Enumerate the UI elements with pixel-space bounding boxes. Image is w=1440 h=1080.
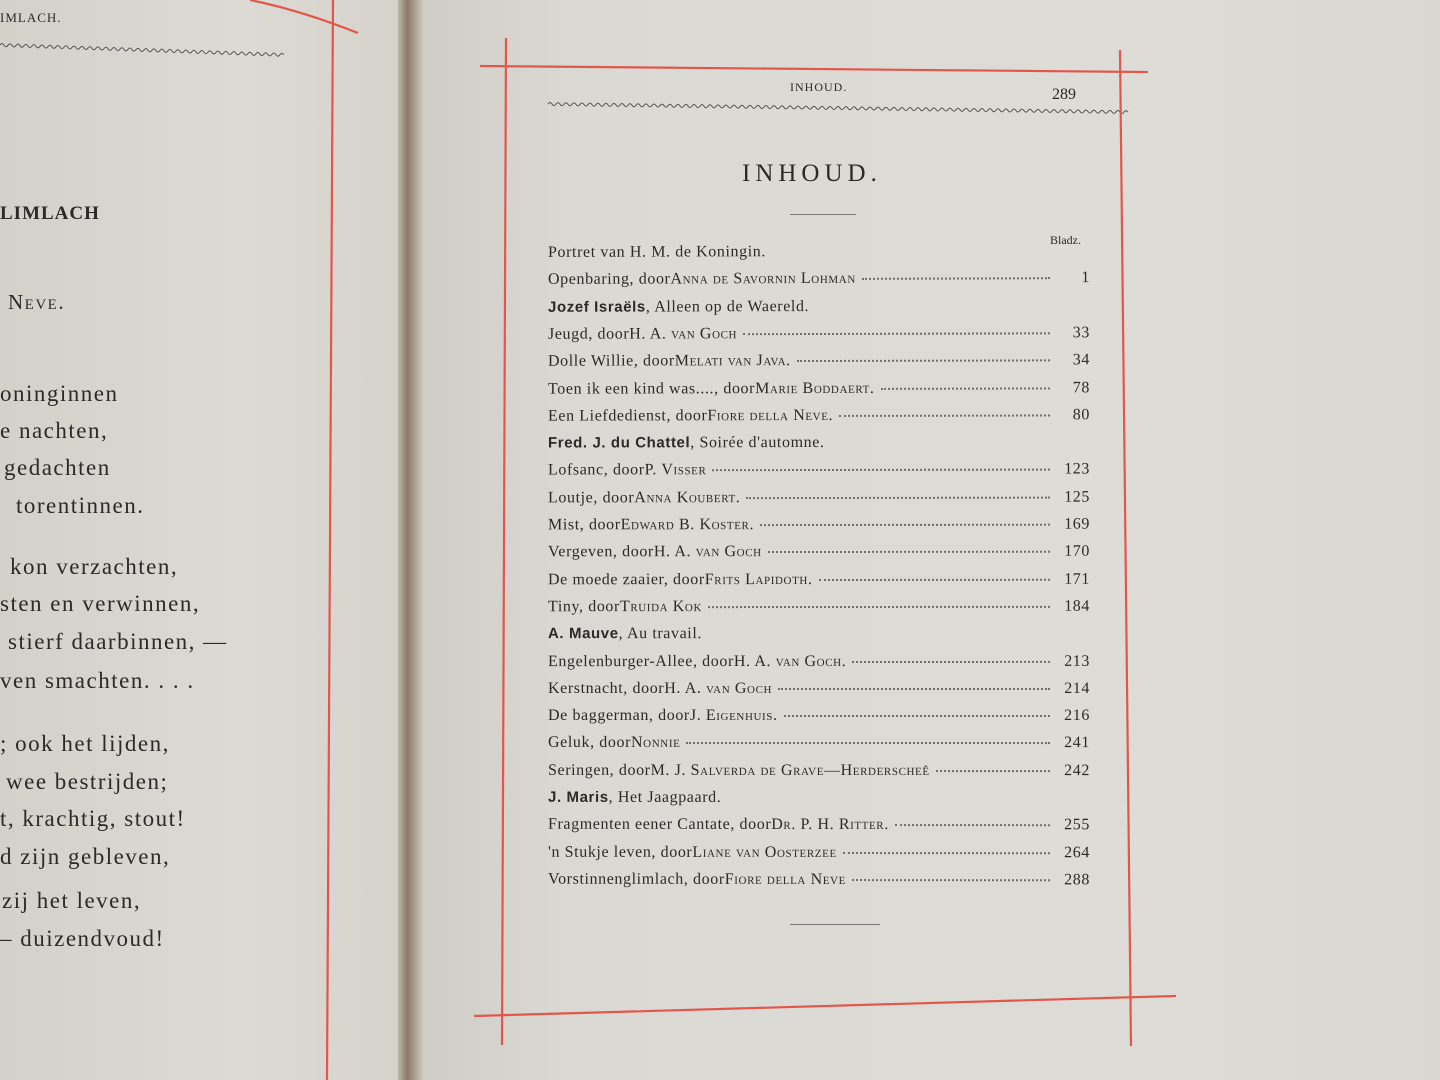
toc-entry — [548, 406, 1090, 425]
plate-artist: J. Maris — [547, 788, 609, 806]
entry-author: Anna de Savornin Lohman — [670, 270, 856, 288]
left-poem-author: Neve. — [8, 290, 66, 314]
dot-leader — [760, 524, 1050, 526]
entry-title: Een Liefdedienst, door — [547, 407, 708, 425]
toc-entry — [548, 543, 1090, 562]
left-running-head: IMLACH. — [0, 10, 62, 25]
entry-author: Fiore della Neve — [724, 870, 846, 888]
entry-page-number: 241 — [1064, 734, 1091, 752]
entry-page-number: 34 — [1072, 351, 1091, 369]
dot-leader — [708, 606, 1050, 608]
poem-line: t, krachtig, stout! — [0, 806, 186, 831]
end-divider — [790, 924, 880, 925]
right-running-head: INHOUD. — [790, 80, 848, 94]
dot-leader — [843, 852, 1050, 854]
left-poem-title: LIMLACH — [0, 203, 100, 224]
left-header-wavy-rule — [0, 44, 284, 57]
entry-title: Mist, door — [547, 516, 621, 534]
entry-title: Jeugd, door — [547, 325, 630, 343]
toc-entry — [548, 598, 1090, 616]
heading-divider — [790, 214, 856, 215]
entry-author: H. A. van Goch — [664, 679, 773, 697]
entry-title: Dolle Willie, door — [547, 352, 675, 370]
toc-entry — [548, 461, 1090, 480]
entry-page-number: 255 — [1064, 816, 1091, 834]
plate-artist: Fred. J. du Chattel — [547, 434, 691, 452]
entry-title: Lofsanc, door — [547, 461, 645, 479]
plate-artist: Jozef Israëls — [547, 298, 646, 316]
entry-title: Loutje, door — [547, 488, 635, 507]
dot-leader — [819, 578, 1050, 580]
entry-title: Fragmenten eener Cantate, door — [547, 816, 772, 834]
toc-plate-entry — [548, 789, 1090, 807]
plate-title: , Alleen op de Waereld. — [645, 297, 810, 316]
entry-page-number: 216 — [1064, 707, 1091, 725]
entry-title: Openbaring, door — [547, 270, 671, 289]
entry-title: Vergeven, door — [547, 543, 654, 561]
entry-author: P. Visser — [644, 461, 707, 479]
right-header-wavy-rule — [548, 103, 1128, 114]
entry-author: Edward B. Koster. — [620, 516, 755, 534]
dot-leader — [797, 360, 1050, 363]
dot-leader — [852, 660, 1050, 662]
toc-entry — [548, 871, 1090, 890]
entry-page-number: 80 — [1072, 406, 1091, 424]
poem-line: kon verzachten, — [10, 554, 179, 579]
entry-author: Anna Koubert. — [634, 488, 741, 506]
entry-title: Geluk, door — [547, 734, 632, 752]
entry-page-number: 125 — [1064, 488, 1091, 506]
toc-entry — [548, 707, 1090, 725]
entry-author: M. J. Salverda de Grave—Herderscheê — [650, 761, 930, 779]
entry-author: Melati van Java. — [674, 352, 791, 370]
dot-leader — [778, 688, 1050, 690]
dot-leader — [895, 824, 1050, 826]
poem-line: – duizendvoud! — [0, 926, 165, 951]
toc-entry — [548, 488, 1090, 507]
entry-title: Seringen, door — [547, 761, 651, 779]
entry-author: Marie Boddaert. — [755, 379, 875, 397]
red-border-frame — [250, 0, 1176, 1080]
entry-title: De baggerman, door — [547, 707, 690, 725]
plate-artist: A. Mauve — [547, 625, 619, 643]
page-number: 289 — [1052, 86, 1076, 103]
entry-author: Liane van Oosterzee — [692, 843, 837, 861]
dot-leader — [784, 715, 1050, 717]
toc-entry — [548, 652, 1090, 670]
poem-line: d zijn gebleven, — [0, 844, 171, 869]
entry-page-number: 1 — [1081, 269, 1091, 287]
toc-entry — [548, 762, 1090, 780]
entry-page-number: 213 — [1064, 652, 1091, 670]
dot-leader — [743, 332, 1050, 335]
toc-entry — [548, 734, 1090, 752]
entry-author: Dr. P. H. Ritter. — [771, 816, 889, 834]
poem-line: ; ook het lijden, — [0, 731, 170, 756]
entry-page-number: 264 — [1064, 843, 1091, 861]
plate-title: , Au travail. — [618, 625, 703, 643]
entry-page-number: 78 — [1072, 378, 1091, 396]
entry-page-number: 242 — [1064, 761, 1091, 779]
entry-author: H. A. van Goch — [653, 543, 762, 561]
dot-leader — [686, 742, 1050, 744]
entry-author: Nonnie — [631, 734, 681, 752]
entry-page-number: 33 — [1072, 324, 1091, 342]
entry-title: Vorstinnenglimlach, door — [547, 870, 725, 888]
toc-entry — [548, 516, 1090, 535]
toc-entry — [548, 242, 1090, 262]
toc-entry — [548, 379, 1090, 398]
entry-title: 'n Stukje leven, door — [547, 843, 693, 861]
dot-leader — [852, 879, 1050, 881]
poem-line: zij het leven, — [2, 888, 142, 913]
entry-author: Fiore della Neve. — [707, 406, 834, 425]
dot-leader — [862, 278, 1050, 281]
entry-author: H. A. van Goch. — [733, 652, 847, 670]
toc-entry — [548, 269, 1090, 289]
plate-title: , Soirée d'automne. — [690, 434, 825, 452]
poem-line: ven smachten. . . . — [0, 668, 195, 693]
dot-leader — [881, 387, 1050, 389]
dot-leader — [712, 469, 1050, 472]
entry-page-number: 123 — [1064, 460, 1091, 478]
page-column-label: Bladz. — [1050, 233, 1081, 247]
toc-entry — [548, 324, 1090, 344]
entry-title: De moede zaaier, door — [547, 570, 705, 588]
toc-entry — [548, 843, 1090, 862]
entry-author: Frits Lapidoth. — [704, 570, 813, 588]
toc-entry — [548, 680, 1090, 698]
toc-entry — [548, 816, 1090, 834]
dot-leader — [839, 414, 1050, 416]
entry-author: H. A. van Goch — [629, 325, 738, 343]
dot-leader — [936, 770, 1050, 772]
entry-author: J. Eigenhuis. — [689, 707, 778, 725]
entry-author: Truida Kok — [619, 597, 703, 616]
poem-line: wee bestrijden; — [6, 769, 169, 794]
toc-plate-entry — [548, 434, 1090, 453]
toc-entry — [548, 351, 1090, 370]
toc-plate-entry — [548, 297, 1090, 317]
entry-title: Portret van H. M. de Koningin. — [547, 243, 767, 261]
poem-line: gedachten — [4, 455, 111, 480]
poem-line: e nachten, — [0, 418, 109, 443]
entry-title: Kerstnacht, door — [547, 679, 665, 697]
entry-title: Engelenburger-Allee, door — [547, 652, 734, 670]
poem-line: oninginnen — [0, 381, 119, 406]
entry-page-number: 170 — [1064, 542, 1091, 561]
poem-line: sten en verwinnen, — [0, 591, 201, 616]
entry-page-number: 169 — [1064, 515, 1091, 533]
poem-line: torentinnen. — [16, 493, 145, 518]
poem-line: stierf daarbinnen, — — [8, 629, 228, 654]
toc-entry — [548, 570, 1090, 589]
entry-page-number: 214 — [1064, 679, 1091, 697]
dot-leader — [746, 496, 1050, 498]
plate-title: , Het Jaagpaard. — [608, 788, 722, 806]
entry-title: Tiny, door — [547, 598, 620, 616]
entry-page-number: 171 — [1064, 570, 1091, 588]
dot-leader — [768, 551, 1050, 553]
entry-page-number: 288 — [1064, 871, 1091, 889]
toc-plate-entry — [548, 625, 1090, 643]
entry-page-number: 184 — [1064, 597, 1091, 615]
entry-title: Toen ik een kind was...., door — [547, 379, 756, 398]
toc-heading: INHOUD. — [742, 160, 882, 187]
